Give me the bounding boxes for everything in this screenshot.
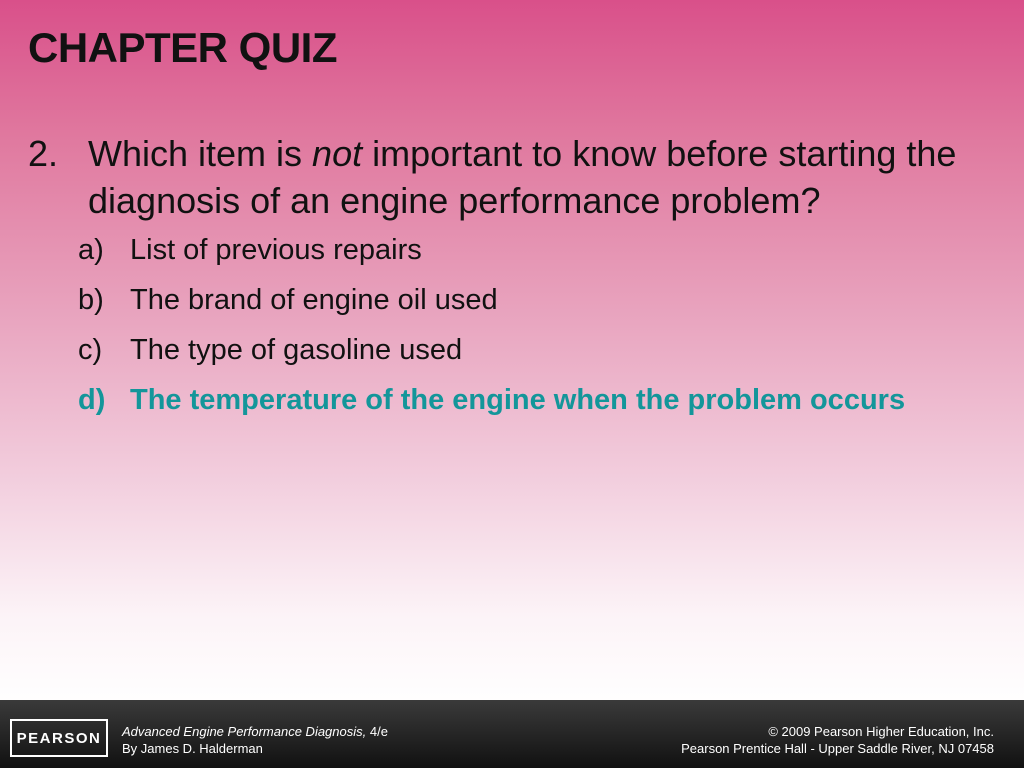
option-b — [78, 280, 978, 320]
publisher-line: Pearson Prentice Hall - Upper Saddle River, NJ 07458 — [681, 741, 994, 756]
copyright-info — [681, 723, 994, 757]
pearson-logo: PEARSON — [10, 719, 108, 757]
option-letter: b) — [78, 284, 104, 316]
book-edition: 4/e — [369, 724, 388, 739]
option-letter: d) — [78, 384, 106, 416]
copyright-line: © 2009 Pearson Higher Education, Inc. — [768, 724, 994, 739]
option-letter: c) — [78, 334, 103, 366]
question-number: 2. — [28, 133, 59, 174]
option-d-correct-answer — [78, 380, 978, 420]
book-info — [122, 723, 388, 757]
question — [28, 130, 998, 224]
answer-options — [78, 230, 978, 430]
footer-bar — [0, 700, 1024, 768]
option-text: The temperature of the engine when the problem occurs — [130, 384, 906, 416]
option-letter: a) — [78, 234, 104, 266]
option-c — [78, 330, 978, 370]
book-title: Advanced Engine Performance Diagnosis, — [122, 724, 367, 739]
option-text: The brand of engine oil used — [130, 284, 498, 316]
question-text — [88, 130, 998, 224]
option-text: List of previous repairs — [130, 234, 422, 266]
option-text: The type of gasoline used — [130, 334, 463, 366]
question-text-after: important to know before starting the diagnosis of an engine performance problem? — [88, 133, 957, 221]
option-a — [78, 230, 978, 270]
book-author: By James D. Halderman — [122, 741, 263, 756]
question-emphasis: not — [312, 133, 363, 174]
question-text-before: Which item is — [88, 133, 303, 174]
slide-title: CHAPTER QUIZ — [28, 24, 337, 71]
